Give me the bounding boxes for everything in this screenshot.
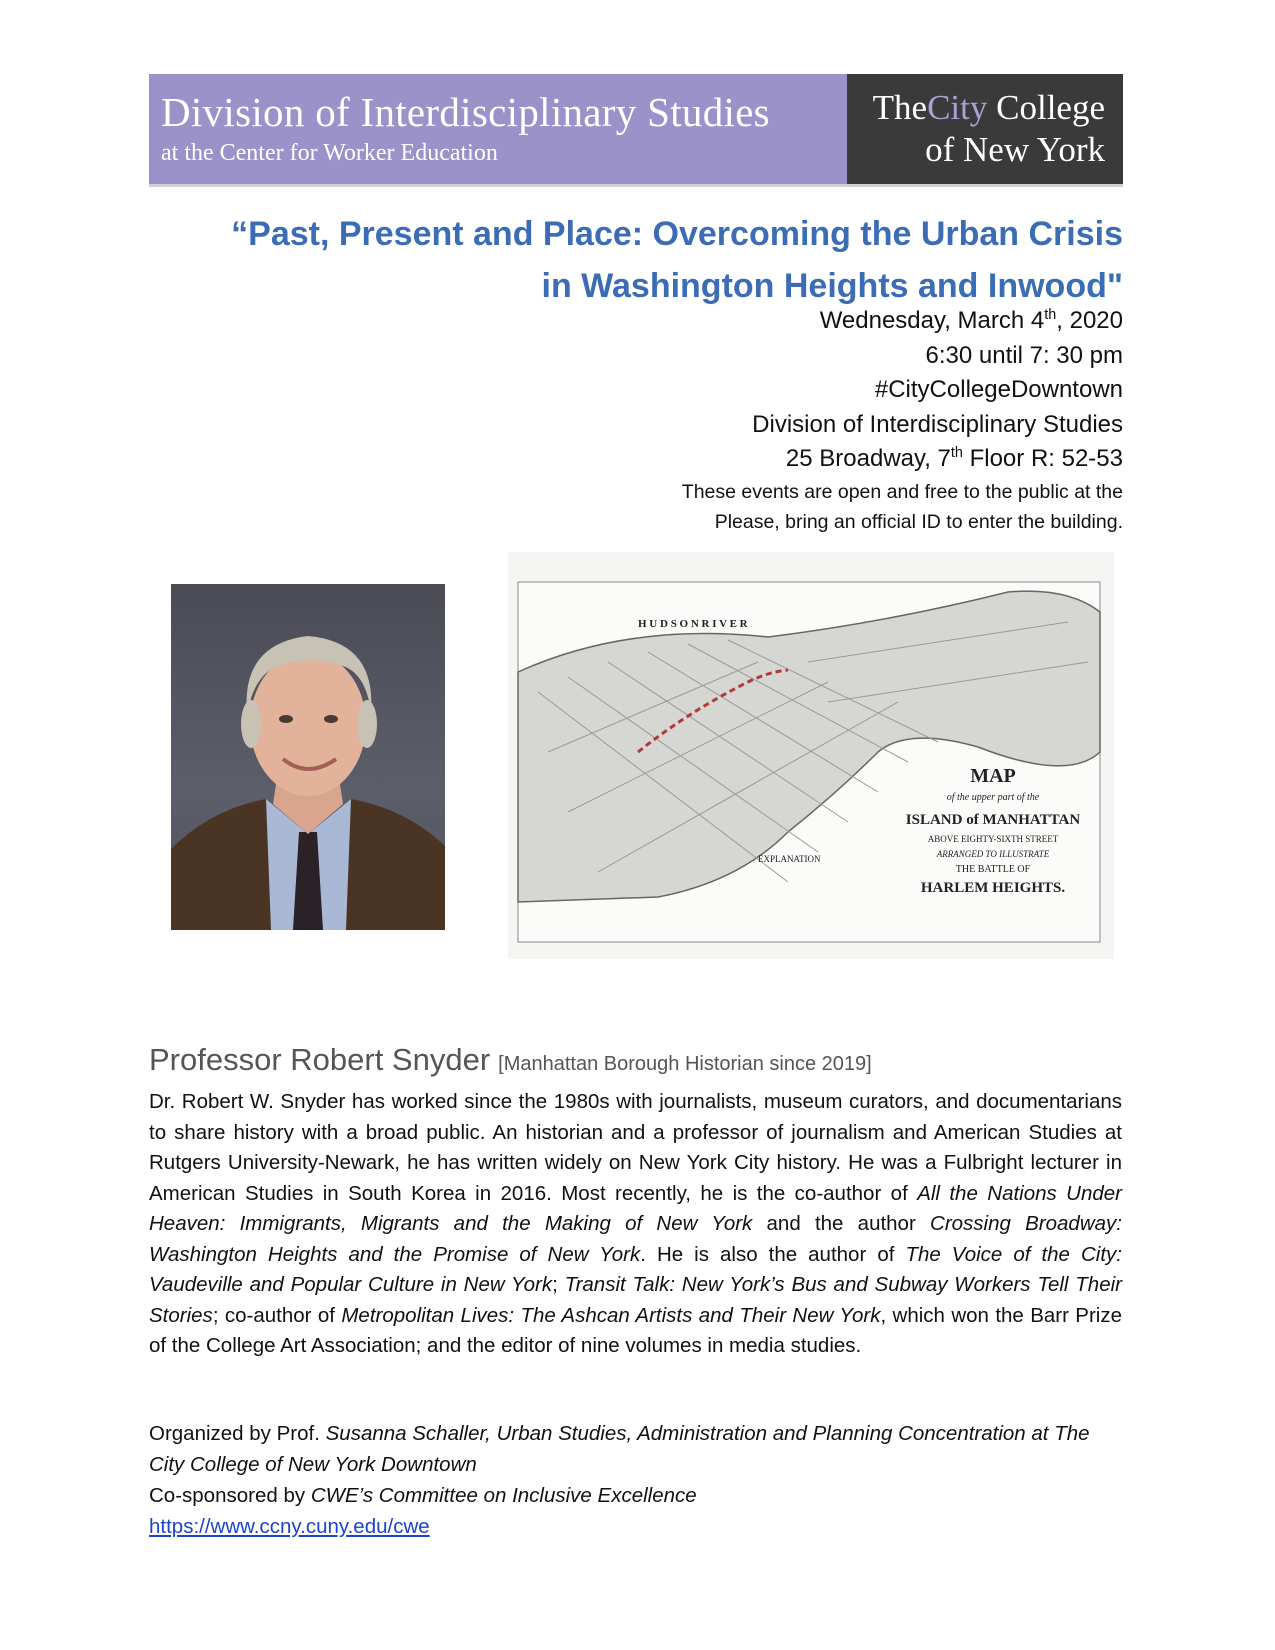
cwe-website-link[interactable]: https://www.ccny.cuny.edu/cwe	[149, 1515, 430, 1538]
event-title-line1: “Past, Present and Place: Overcoming the Urban Crisis	[231, 215, 1123, 253]
event-note-id: Please, bring an official ID to enter the building.	[714, 511, 1123, 533]
bio-text-4: ;	[552, 1273, 565, 1296]
map-cartouche-harlem: HARLEM HEIGHTS.	[920, 880, 1066, 896]
organized-by	[149, 1418, 1129, 1480]
map-explanation: EXPLANATION	[758, 854, 821, 864]
organized-by-name: Susanna Schaller, Urban Studies, Administration and Planning Concentration at The City College of New York Downtown	[149, 1422, 1090, 1476]
event-address-text: 25 Broadway, 7	[785, 445, 951, 472]
cosponsored-by-name: CWE’s Committee on Inclusive Excellence	[310, 1484, 697, 1507]
event-hashtag: #CityCollegeDowntown	[874, 376, 1123, 403]
division-subtitle: at the Center for Worker Education	[161, 140, 498, 166]
event-time: 6:30 until 7: 30 pm	[925, 341, 1123, 369]
bio-text-5: ; co-author of	[212, 1303, 342, 1327]
speaker-photo	[171, 584, 445, 930]
map-illustration	[508, 552, 1114, 959]
college-name-line2: of New York	[925, 130, 1105, 169]
event-address-room: Floor R: 52-53	[962, 445, 1123, 472]
event-date	[323, 304, 1123, 339]
speaker-name: Professor Robert Snyder	[149, 1042, 491, 1077]
event-date-text: Wednesday, March 4	[819, 307, 1045, 334]
bio-book-transit-talk: Transit Talk: New York’s Bus and Subway Workers Tell Their Stories	[149, 1273, 1122, 1327]
map-cartouche-arranged: ARRANGED TO ILLUSTRATE	[936, 849, 1050, 859]
speaker-title-note: [Manhattan Borough Historian since 2019]	[498, 1053, 872, 1075]
bio-text-1: Dr. Robert W. Snyder has worked since the 1980s with journalists, museum curators, and documentarians to share history with a broad public. An historian and a professor of journalism and American Studies at Rutgers University-Newark, he has written widely on New York City history. He was a Fulbright lecturer in American Studies in South Korea in 2016. Most recently, he is the co-author of	[149, 1090, 1122, 1205]
cosponsored-by-label: Co-sponsored by	[149, 1484, 311, 1507]
banner-divider	[149, 184, 1123, 187]
map-cartouche-street: ABOVE EIGHTY-SIXTH STREET	[927, 834, 1059, 844]
event-venue: Division of Interdisciplinary Studies	[752, 410, 1123, 438]
college-city: City	[927, 88, 988, 127]
bio-book-all-the-nations: All the Nations Under Heaven: Immigrants, Migrants and the Making of New York	[149, 1181, 1122, 1235]
speaker-portrait-illustration	[171, 584, 445, 930]
historic-map	[508, 552, 1114, 959]
bio-text-6: , which won the Barr Prize of the College Art Association; and the editor of nine volumes in media studies.	[149, 1303, 1123, 1357]
division-title: Division of Interdisciplinary Studies	[161, 89, 770, 135]
event-title-line2: in Washington Heights and Inwood"	[541, 267, 1123, 305]
bio-book-crossing-broadway: Crossing Broadway: Washington Heights and the Promise of New York	[149, 1212, 1122, 1266]
college-the: The	[872, 88, 928, 127]
event-details	[323, 304, 1123, 538]
event-date-suffix: th	[1044, 307, 1057, 323]
event-date-year: , 2020	[1056, 307, 1123, 334]
speaker-heading	[149, 1042, 872, 1078]
college-college: College	[996, 88, 1105, 127]
event-note-public: These events are open and free to the public at the	[681, 480, 1123, 503]
bio-book-metropolitan-lives: Metropolitan Lives: The Ashcan Artists and Their New York	[341, 1303, 881, 1327]
event-title	[163, 208, 1123, 312]
organized-by-label: Organized by Prof.	[149, 1422, 326, 1445]
map-cartouche-upper: of the upper part of the	[946, 792, 1040, 803]
map-cartouche-map: MAP	[970, 765, 1016, 787]
division-banner	[149, 74, 847, 184]
event-address	[323, 442, 1123, 477]
cosponsored-by	[149, 1480, 1129, 1511]
college-logo	[847, 74, 1123, 184]
map-cartouche-battle: THE BATTLE OF	[955, 864, 1031, 875]
organizer-info	[149, 1418, 1129, 1542]
header-banner	[149, 74, 1123, 184]
map-cartouche-island: ISLAND of MANHATTAN	[905, 812, 1081, 828]
map-river-label: H U D S O N R I V E R	[638, 618, 748, 630]
bio-text-2: and the author	[752, 1212, 931, 1235]
college-name-line1	[873, 88, 1105, 128]
bio-book-voice-of-city: The Voice of the City: Vaudeville and Popular Culture in New York	[149, 1242, 1122, 1296]
bio-text-3: . He is also the author of	[640, 1242, 906, 1266]
event-address-suffix: th	[950, 445, 963, 461]
speaker-bio	[149, 1087, 1122, 1362]
